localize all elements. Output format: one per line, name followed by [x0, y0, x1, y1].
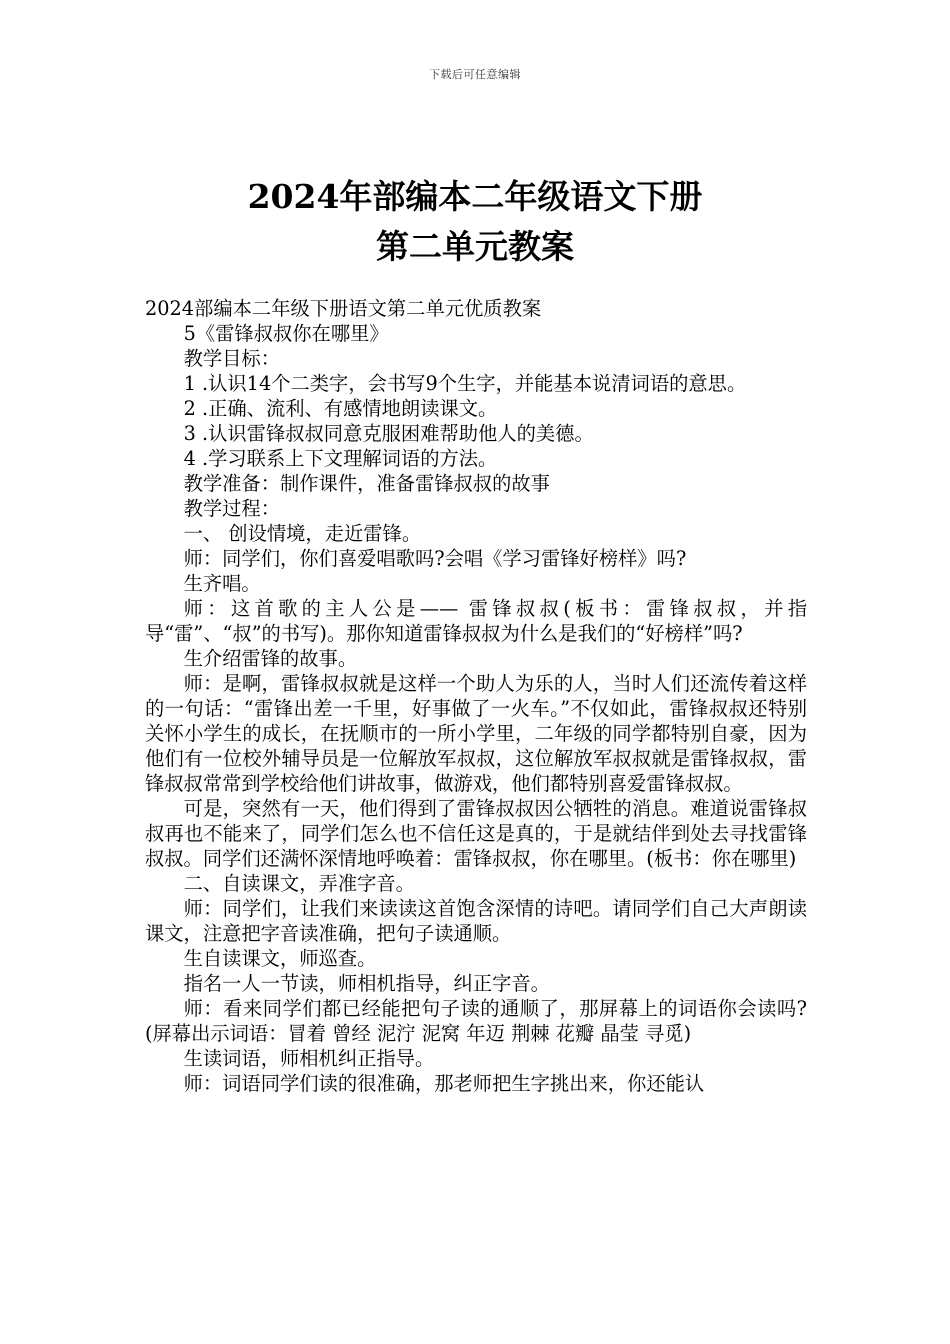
paragraph: 2 .正确、流利、有感情地朗读课文。 — [183, 397, 498, 420]
paragraph: 可是，突然有一天，他们得到了雷锋叔叔因公牺牲的消息。难道说雷锋叔叔再也不能来了，同学们怎么也不信任这是真的，于是就结伴到处去寻找雷锋叔叔。同学们还满怀深情地呼唤着：雷锋叔叔，你在哪里。(板书：你在哪里) — [145, 797, 807, 870]
paragraph: 师：看来同学们都已经能把句子读的通顺了，那屏幕上的词语你会读吗? (屏幕出示词语：冒着 曾经 泥泞 泥窝 年迈 荆棘 花瓣 晶莹 寻觅) — [145, 997, 807, 1045]
paragraph: 教学准备：制作课件，准备雷锋叔叔的故事 — [183, 472, 550, 495]
paragraph-subtitle: 2024部编本二年级下册语文第二单元优质教案 — [145, 297, 542, 320]
paragraph: 4 .学习联系上下文理解词语的方法。 — [183, 447, 498, 470]
paragraph: 教学目标： — [183, 347, 280, 370]
paragraph: 生齐唱。 — [183, 572, 261, 595]
title-line-1: 2024年部编本二年级语文下册 — [247, 177, 703, 216]
paragraph: 二、自读课文，弄准字音。 — [183, 872, 415, 895]
document-body — [145, 296, 807, 1096]
paragraph: 3 .认识雷锋叔叔同意克服困难帮助他人的美德。 — [183, 422, 594, 445]
title-line-2: 第二单元教案 — [376, 227, 574, 266]
paragraph: 生介绍雷锋的故事。 — [183, 647, 358, 670]
paragraph: 生读词语，师相机纠正指导。 — [183, 1047, 435, 1070]
paragraph: 指名一人一节读，师相机指导，纠正字音。 — [183, 972, 550, 995]
paragraph: 师：同学们，你们喜爱唱歌吗?会唱《学习雷锋好榜样》吗? — [183, 547, 687, 570]
paragraph: 师：是啊，雷锋叔叔就是这样一个助人为乐的人，当时人们还流传着这样的一句话：“雷锋出差一千里，好事做了一火车。”不仅如此，雷锋叔叔还特别关怀小学生的成长，在抚顺市的一所小学里，二年级的同学都特别自豪，因为他们有一位校外辅导员是一位解放军叔叔，这位解放军叔叔就是雷锋叔叔，雷锋叔叔常常到学校给他们讲故事，做游戏，他们都特别喜爱雷锋叔叔。 — [145, 672, 807, 795]
paragraph: 师：这首歌的主人公是—— 雷锋叔叔(板书：雷锋叔叔，并指导“雷”、“叔”的书写)。那你知道雷锋叔叔为什么是我们的“好榜样”吗? — [145, 597, 807, 645]
paragraph: 生自读课文，师巡查。 — [183, 947, 377, 970]
header-note: 下载后可任意编辑 — [429, 68, 521, 81]
paragraph: 师：词语同学们读的很准确，那老师把生字挑出来，你还能认 — [183, 1072, 705, 1095]
paragraph: 1 .认识14个二类字，会书写9个生字，并能基本说清词语的意思。 — [183, 372, 747, 395]
paragraph: 师：同学们，让我们来读读这首饱含深情的诗吧。请同学们自己大声朗读课文，注意把字音读准确，把句子读通顺。 — [145, 897, 807, 945]
paragraph: 教学过程： — [183, 497, 280, 520]
document-title — [0, 172, 950, 272]
paragraph-lesson-title: 5《雷锋叔叔你在哪里》 — [183, 322, 389, 345]
paragraph: 一、 创设情境，走近雷锋。 — [183, 522, 422, 545]
